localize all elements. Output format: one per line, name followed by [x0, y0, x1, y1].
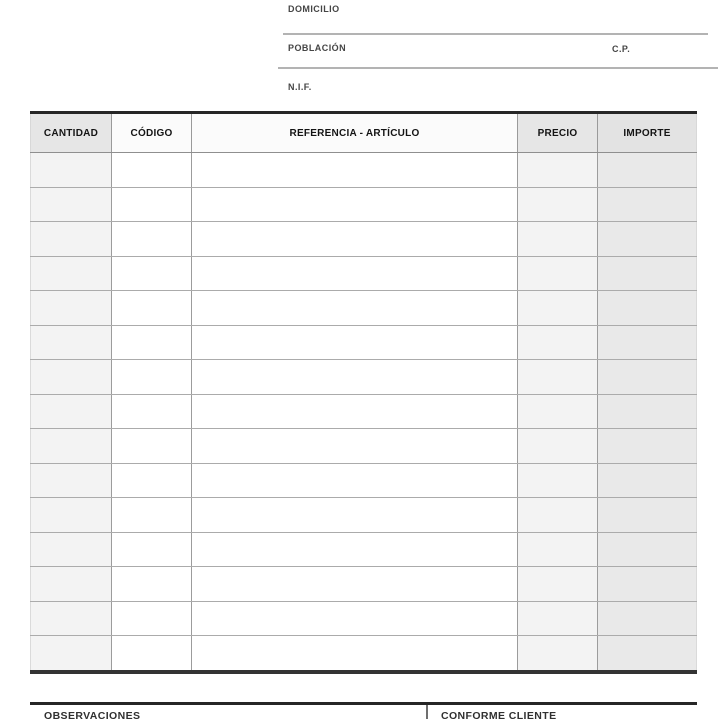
table-cell-cantidad: [30, 464, 112, 498]
table-cell-importe: [598, 222, 697, 256]
table-cell-precio: [518, 602, 598, 636]
table-cell-cantidad: [30, 533, 112, 567]
nif-label: N.I.F.: [288, 82, 312, 92]
table-cell-cantidad: [30, 567, 112, 601]
table-cell-precio: [518, 153, 598, 187]
table-cell-importe: [598, 188, 697, 222]
table-cell-codigo: [112, 291, 192, 325]
table-cell-codigo: [112, 257, 192, 291]
table-cell-importe: [598, 498, 697, 532]
table-cell-referencia: [192, 567, 518, 601]
table-cell-referencia: [192, 188, 518, 222]
table-cell-cantidad: [30, 360, 112, 394]
table-cell-precio: [518, 498, 598, 532]
table-cell-importe: [598, 326, 697, 360]
table-cell-cantidad: [30, 222, 112, 256]
table-cell-codigo: [112, 636, 192, 670]
table-cell-codigo: [112, 429, 192, 463]
table-cell-referencia: [192, 360, 518, 394]
table-cell-codigo: [112, 360, 192, 394]
domicilio-label: DOMICILIO: [288, 4, 340, 14]
column-header-codigo: CÓDIGO: [112, 114, 192, 152]
table-cell-referencia: [192, 291, 518, 325]
table-cell-precio: [518, 188, 598, 222]
table-cell-importe: [598, 360, 697, 394]
table-row: [30, 188, 697, 223]
table-cell-precio: [518, 257, 598, 291]
table-cell-cantidad: [30, 498, 112, 532]
table-cell-importe: [598, 464, 697, 498]
table-cell-codigo: [112, 395, 192, 429]
table-row: [30, 636, 697, 671]
table-cell-importe: [598, 602, 697, 636]
table-row: [30, 395, 697, 430]
table-cell-cantidad: [30, 326, 112, 360]
table-header-row: [30, 114, 697, 153]
table-cell-referencia: [192, 429, 518, 463]
table-row: [30, 153, 697, 188]
cp-label: C.P.: [612, 44, 631, 54]
table-row: [30, 429, 697, 464]
table-cell-precio: [518, 464, 598, 498]
table-cell-importe: [598, 429, 697, 463]
table-row: [30, 498, 697, 533]
table-cell-codigo: [112, 326, 192, 360]
table-cell-importe: [598, 257, 697, 291]
footer-top-border: [30, 702, 697, 705]
table-row: [30, 291, 697, 326]
table-cell-codigo: [112, 188, 192, 222]
table-cell-cantidad: [30, 636, 112, 670]
table-row: [30, 257, 697, 292]
table-cell-referencia: [192, 395, 518, 429]
table-cell-referencia: [192, 602, 518, 636]
table-cell-referencia: [192, 222, 518, 256]
table-cell-cantidad: [30, 291, 112, 325]
table-cell-codigo: [112, 222, 192, 256]
table-row: [30, 222, 697, 257]
column-header-precio: PRECIO: [518, 114, 598, 152]
table-row: [30, 602, 697, 637]
table-cell-referencia: [192, 257, 518, 291]
table-cell-precio: [518, 636, 598, 670]
table-cell-cantidad: [30, 429, 112, 463]
table-cell-importe: [598, 395, 697, 429]
table-cell-precio: [518, 291, 598, 325]
table-cell-precio: [518, 326, 598, 360]
table-cell-referencia: [192, 498, 518, 532]
table-cell-cantidad: [30, 188, 112, 222]
table-cell-cantidad: [30, 257, 112, 291]
table-cell-cantidad: [30, 153, 112, 187]
table-body: [30, 153, 697, 671]
table-cell-cantidad: [30, 602, 112, 636]
table-cell-precio: [518, 222, 598, 256]
footer-divider-line: [426, 705, 428, 719]
table-cell-referencia: [192, 636, 518, 670]
conforme-cliente-label: CONFORME CLIENTE: [441, 710, 557, 722]
domicilio-write-line: [283, 33, 708, 35]
table-cell-importe: [598, 636, 697, 670]
table-row: [30, 533, 697, 568]
table-row: [30, 326, 697, 361]
table-cell-referencia: [192, 326, 518, 360]
table-cell-codigo: [112, 498, 192, 532]
table-cell-cantidad: [30, 395, 112, 429]
table-row: [30, 464, 697, 499]
poblacion-write-line: [278, 67, 718, 69]
column-header-referencia: REFERENCIA - ARTÍCULO: [192, 114, 518, 152]
poblacion-label: POBLACIÓN: [288, 43, 347, 53]
table-cell-precio: [518, 567, 598, 601]
table-cell-codigo: [112, 533, 192, 567]
table-cell-codigo: [112, 464, 192, 498]
table-row: [30, 360, 697, 395]
table-cell-precio: [518, 533, 598, 567]
observaciones-label: OBSERVACIONES: [44, 710, 141, 722]
table-cell-codigo: [112, 567, 192, 601]
table-cell-codigo: [112, 602, 192, 636]
table-cell-precio: [518, 395, 598, 429]
table-cell-codigo: [112, 153, 192, 187]
table-cell-referencia: [192, 533, 518, 567]
table-cell-referencia: [192, 464, 518, 498]
table-cell-precio: [518, 429, 598, 463]
table-bottom-border: [30, 670, 697, 674]
table-cell-importe: [598, 153, 697, 187]
column-header-importe: IMPORTE: [598, 114, 697, 152]
table-cell-importe: [598, 533, 697, 567]
table-cell-importe: [598, 291, 697, 325]
table-cell-precio: [518, 360, 598, 394]
table-cell-importe: [598, 567, 697, 601]
table-cell-referencia: [192, 153, 518, 187]
column-header-cantidad: CANTIDAD: [30, 114, 112, 152]
table-row: [30, 567, 697, 602]
